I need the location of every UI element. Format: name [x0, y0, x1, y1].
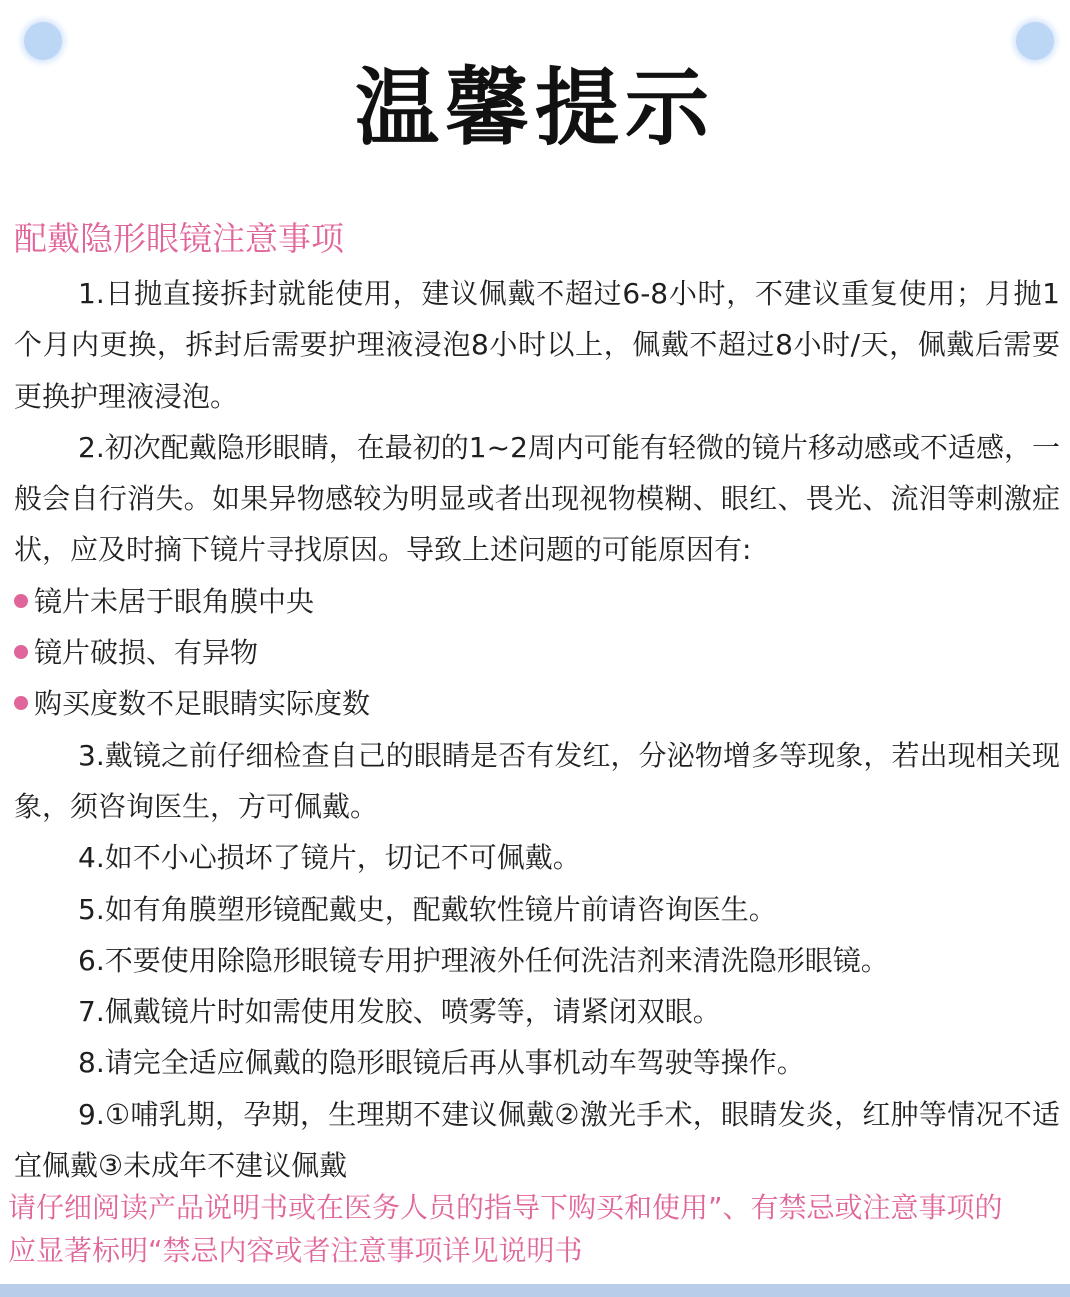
- bottom-divider-bar: [0, 1284, 1070, 1297]
- paragraph-2: 2.初次配戴隐形眼睛，在最初的1~2周内可能有轻微的镜片移动感或不适感，一般会自行消失。如果异物感较为明显或者出现视物模糊、眼红、畏光、流泪等刺激症状，应及时摘下镜片寻找原因。导致上述问题的可能原因有:: [14, 430, 1060, 567]
- bullet-dot-icon: [14, 645, 28, 659]
- paragraph-5: 5.如有角膜塑形镜配戴史，配戴软性镜片前请咨询医生。: [78, 892, 777, 926]
- paragraph-6: 6.不要使用除隐形眼镜专用护理液外任何洗洁剂来清洗隐形眼镜。: [78, 943, 889, 977]
- page-title: 温馨提示: [354, 59, 715, 157]
- bullet-item: [14, 576, 1060, 627]
- disclaimer-line-2: 应显著标明“禁忌内容或者注意事项详见说明书: [8, 1234, 583, 1267]
- paragraph-9: 9.①哺乳期，孕期，生理期不建议佩戴②激光手术，眼睛发炎，红肿等情况不适宜佩戴③未成年不建议佩戴: [14, 1097, 1060, 1183]
- bullet-item: [14, 678, 1060, 729]
- paragraph-4: 4.如不小心损坏了镜片，切记不可佩戴。: [78, 841, 581, 875]
- bullet-item: [14, 627, 1060, 678]
- bullet-dot-icon: [14, 594, 28, 608]
- bullet-text: 镜片破损、有异物: [34, 636, 259, 670]
- decor-dot-right: [1016, 22, 1054, 60]
- decor-dot-left: [24, 22, 62, 60]
- disclaimer-line-1: 请仔细阅读产品说明书或在医务人员的指导下购买和使用”、有禁忌或注意事项的: [8, 1191, 1003, 1224]
- paragraph-7: 7.佩戴镜片时如需使用发胶、喷雾等，请紧闭双眼。: [78, 995, 721, 1029]
- paragraph-1: 1.日抛直接拆封就能使用，建议佩戴不超过6-8小时，不建议重复使用；月抛1个月内更换，拆封后需要护理液浸泡8小时以上，佩戴不超过8小时/天，佩戴后需要更换护理液浸泡。: [14, 277, 1060, 413]
- bullet-text: 购买度数不足眼睛实际度数: [34, 687, 371, 721]
- bullet-text: 镜片未居于眼角膜中央: [34, 584, 315, 618]
- paragraph-8: 8.请完全适应佩戴的隐形眼镜后再从事机动车驾驶等操作。: [78, 1046, 805, 1080]
- section-heading: 配戴隐形眼镜注意事项: [14, 219, 344, 258]
- notice-body: [14, 268, 1060, 1191]
- paragraph-3: 3.戴镜之前仔细检查自己的眼睛是否有发红，分泌物增多等现象，若出现相关现象，须咨询医生，方可佩戴。: [14, 738, 1060, 823]
- disclaimer-notice: [8, 1186, 1070, 1272]
- bullet-dot-icon: [14, 696, 28, 710]
